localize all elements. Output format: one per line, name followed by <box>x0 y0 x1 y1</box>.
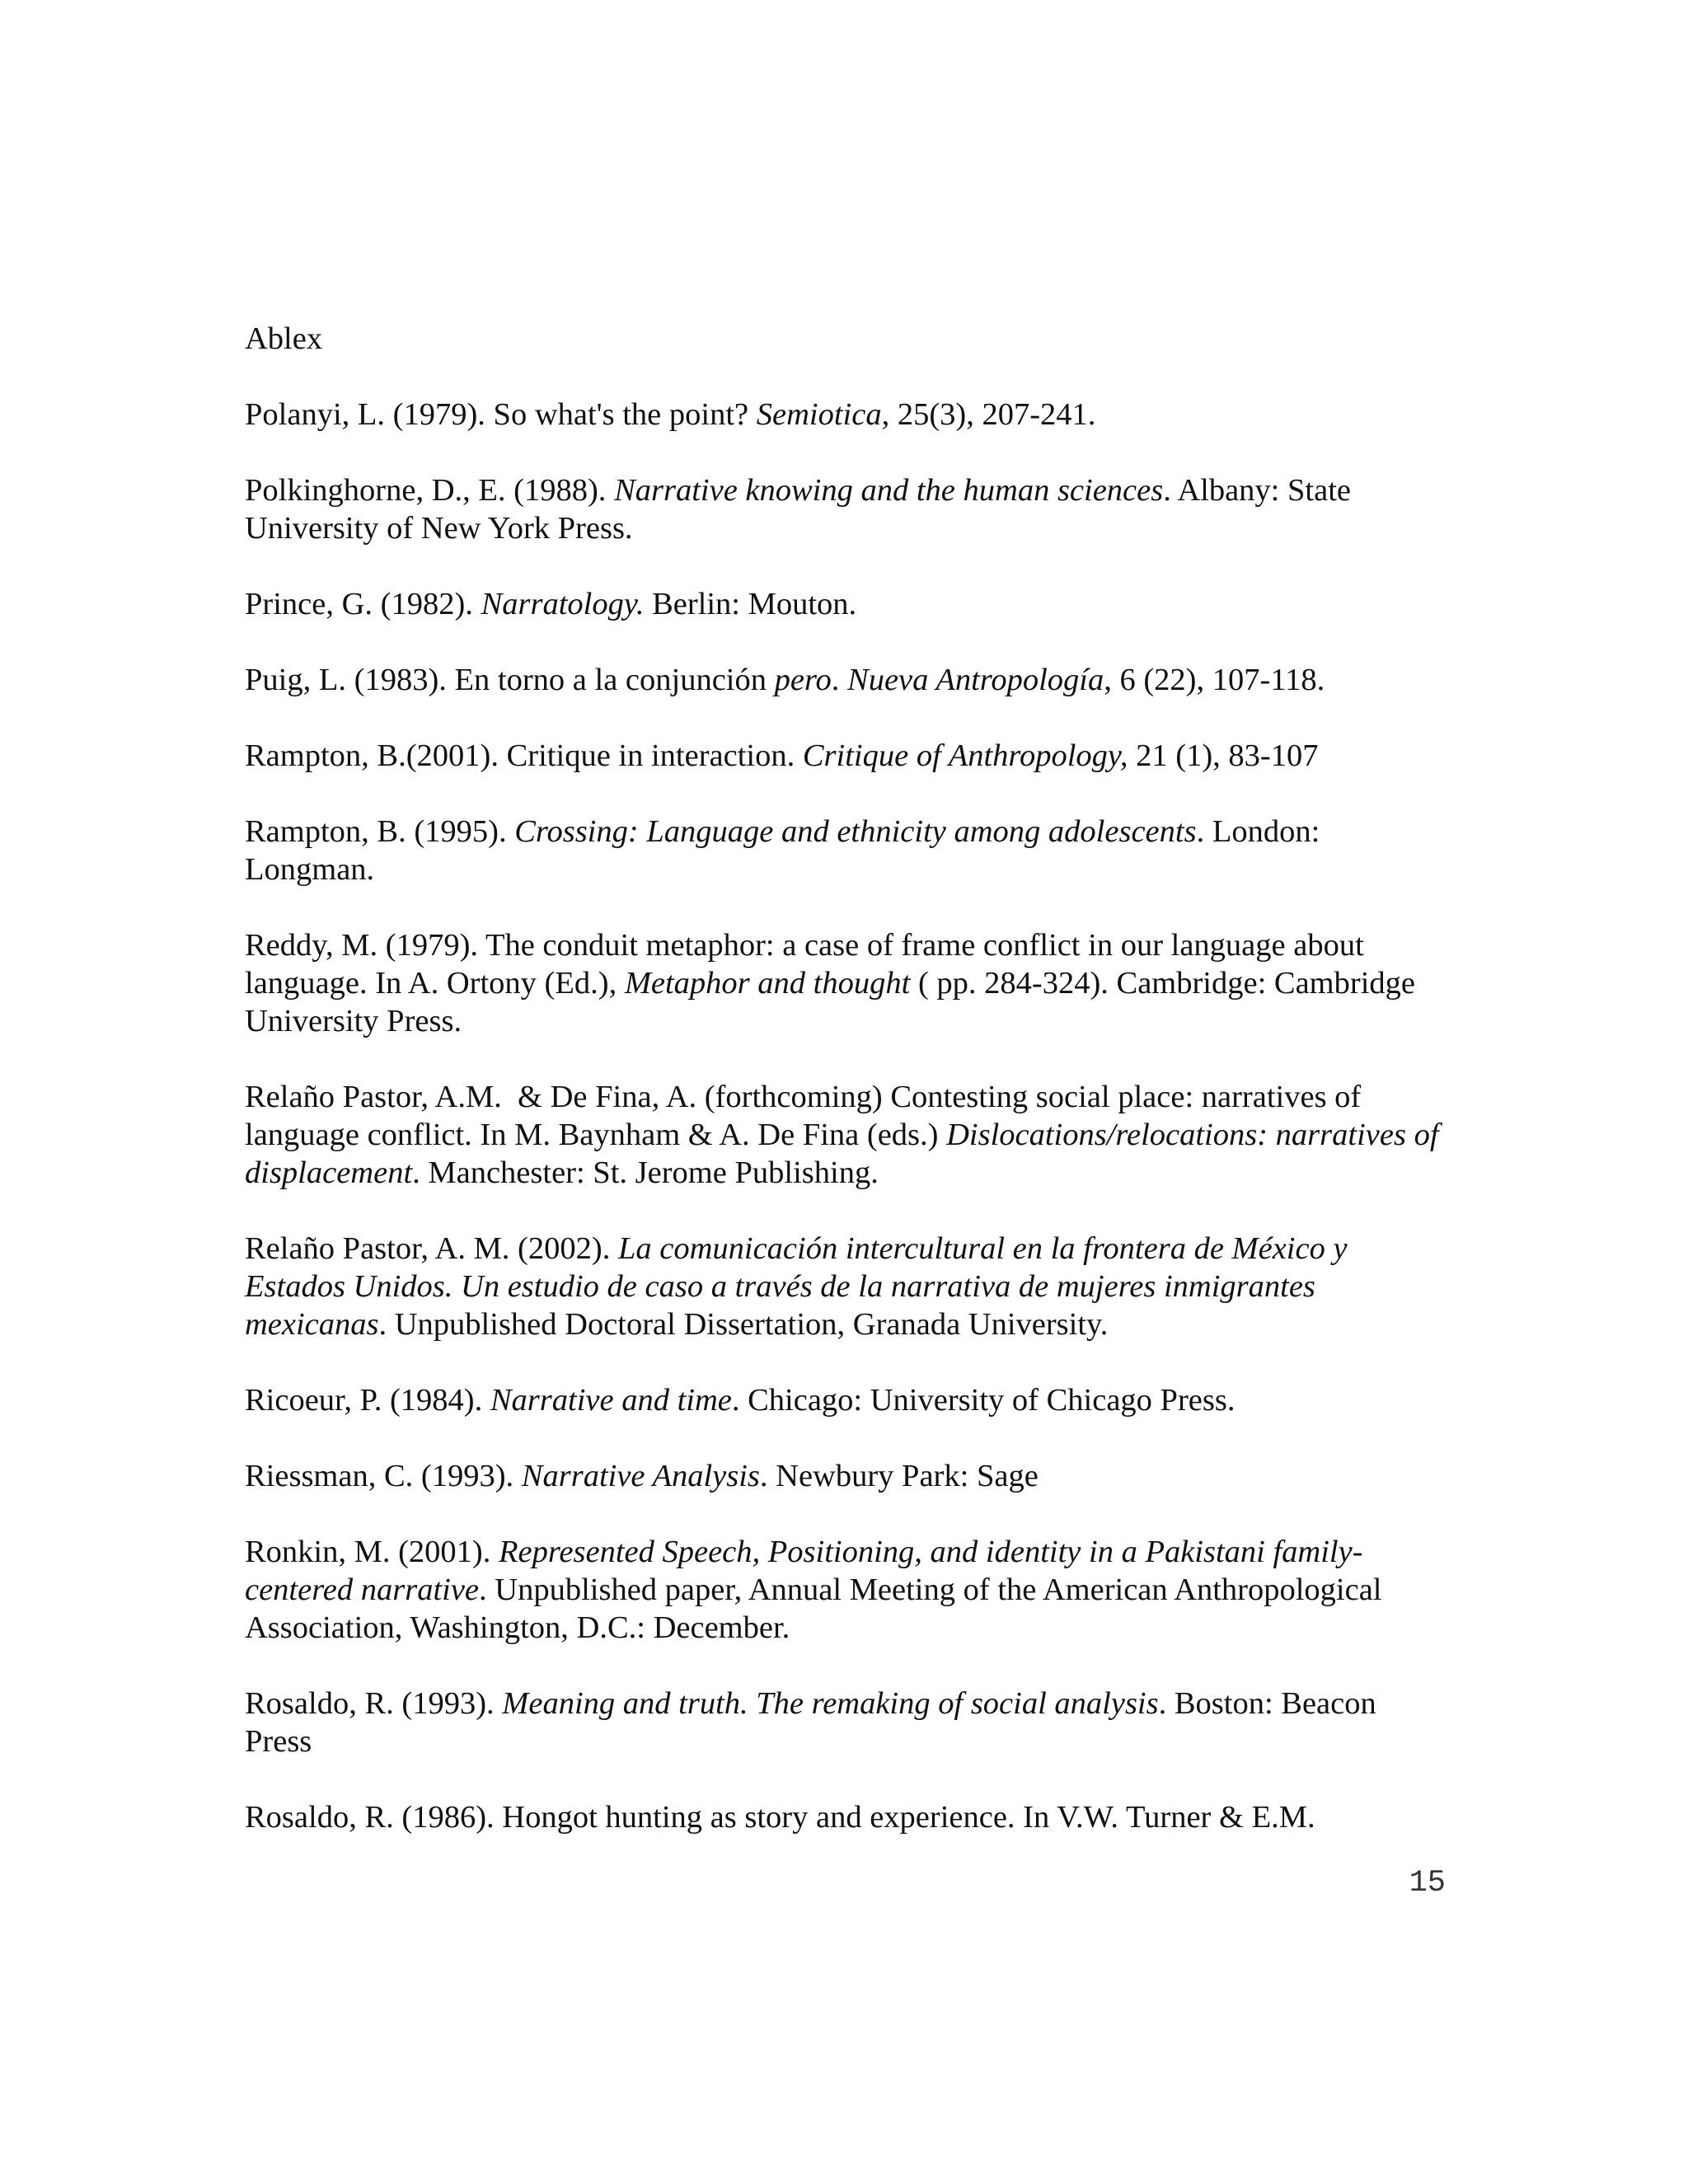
reference-text: Relaño Pastor, A.M. & De Fina, A. (forthcoming) Contesting social place: narratives of language conflict. In M. Baynham & A. De Fina (eds.) <box>245 1080 1369 1152</box>
reference-entry <box>245 1533 1444 1647</box>
reference-italic-text: Dislocations/relocations: narratives of displacement <box>245 1118 1447 1190</box>
reference-entry <box>245 320 1444 358</box>
reference-italic-text: Narrative knowing and the human sciences <box>614 473 1164 508</box>
reference-entry <box>245 585 1444 623</box>
reference-text: . Boston: Beacon Press <box>245 1686 1385 1759</box>
reference-text: Polanyi, L. (1979). So what's the point? <box>245 397 757 432</box>
reference-text: . Chicago: University of Chicago Press. <box>731 1383 1236 1418</box>
reference-text: Reddy, M. (1979). The conduit metaphor: a case of frame conflict in our language about language. In A. Ortony (Ed.), <box>245 928 1372 1001</box>
reference-text: Rosaldo, R. (1986). Hongot hunting as story and experience. In V.W. Turner & E.M. <box>245 1800 1315 1835</box>
reference-text: . Newbury Park: Sage <box>759 1459 1039 1493</box>
reference-entry <box>245 1230 1444 1343</box>
reference-entry <box>245 1381 1444 1419</box>
reference-entry <box>245 926 1444 1040</box>
reference-text: , 6 (22), 107-118. <box>1104 663 1325 697</box>
reference-text: . London: Longman. <box>245 814 1328 887</box>
reference-italic-text: Nueva Antropología <box>847 663 1104 697</box>
reference-italic-text: Narrative and time <box>490 1383 732 1418</box>
reference-italic-text: Critique of Anthropology, <box>802 738 1128 773</box>
reference-text: , 25(3), 207-241. <box>881 397 1096 432</box>
reference-italic-text: La comunicación intercultural en la frontera de México y Estados Unidos. Un estudio de caso a través de la narrativa de mujeres inmigrantes mexicanas <box>245 1231 1356 1342</box>
reference-entry <box>245 1078 1447 1192</box>
reference-list <box>245 320 1447 1874</box>
reference-entry <box>245 396 1444 434</box>
reference-italic-text: Semiotica <box>756 397 882 432</box>
reference-text: 21 (1), 83-107 <box>1128 738 1319 773</box>
reference-italic-text: Crossing: Language and ethnicity among adolescents <box>514 814 1197 849</box>
reference-text: Ronkin, M. (2001). <box>245 1535 499 1569</box>
page-number: 15 <box>1409 1866 1446 1900</box>
reference-text: Rampton, B. (1995). <box>245 814 515 849</box>
reference-text: Puig, L. (1983). En torno a la conjunción <box>245 663 775 697</box>
reference-italic-text: Metaphor and thought <box>624 966 911 1001</box>
reference-text: ( pp. 284-324). Cambridge: Cambridge University Press. <box>245 966 1423 1038</box>
reference-text: . Unpublished paper, Annual Meeting of the American Anthropological Association, Washington, D.C.: December. <box>245 1572 1388 1645</box>
reference-text: Rosaldo, R. (1993). <box>245 1686 503 1721</box>
reference-text: . Unpublished Doctoral Dissertation, Granada University. <box>378 1307 1109 1342</box>
reference-text: Berlin: Mouton. <box>644 587 857 621</box>
reference-entry <box>245 737 1444 775</box>
reference-text: . Albany: State University of New York Press. <box>245 473 1359 546</box>
reference-text: . Manchester: St. Jerome Publishing. <box>412 1155 879 1190</box>
reference-text: . <box>831 663 848 697</box>
reference-text: Riessman, C. (1993). <box>245 1459 522 1493</box>
reference-entry <box>245 1798 1444 1836</box>
reference-text: Ablex <box>245 321 323 356</box>
reference-italic-text: Represented Speech, Positioning, and identity in a Pakistani family-centered narrative <box>245 1535 1363 1607</box>
reference-italic-text: pero <box>774 663 832 697</box>
reference-entry <box>245 1457 1444 1495</box>
reference-italic-text: Narratology. <box>481 587 645 621</box>
reference-italic-text: Narrative Analysis <box>521 1459 760 1493</box>
reference-text: Prince, G. (1982). <box>245 587 481 621</box>
reference-entry <box>245 471 1444 547</box>
reference-text: Rampton, B.(2001). Critique in interaction. <box>245 738 803 773</box>
reference-italic-text: Meaning and truth. The remaking of social analysis <box>502 1686 1159 1721</box>
reference-entry <box>245 661 1444 699</box>
reference-text: Relaño Pastor, A. M. (2002). <box>245 1231 618 1266</box>
reference-text: Polkinghorne, D., E. (1988). <box>245 473 615 508</box>
reference-entry <box>245 813 1444 888</box>
reference-text: Ricoeur, P. (1984). <box>245 1383 490 1418</box>
reference-entry <box>245 1685 1444 1760</box>
